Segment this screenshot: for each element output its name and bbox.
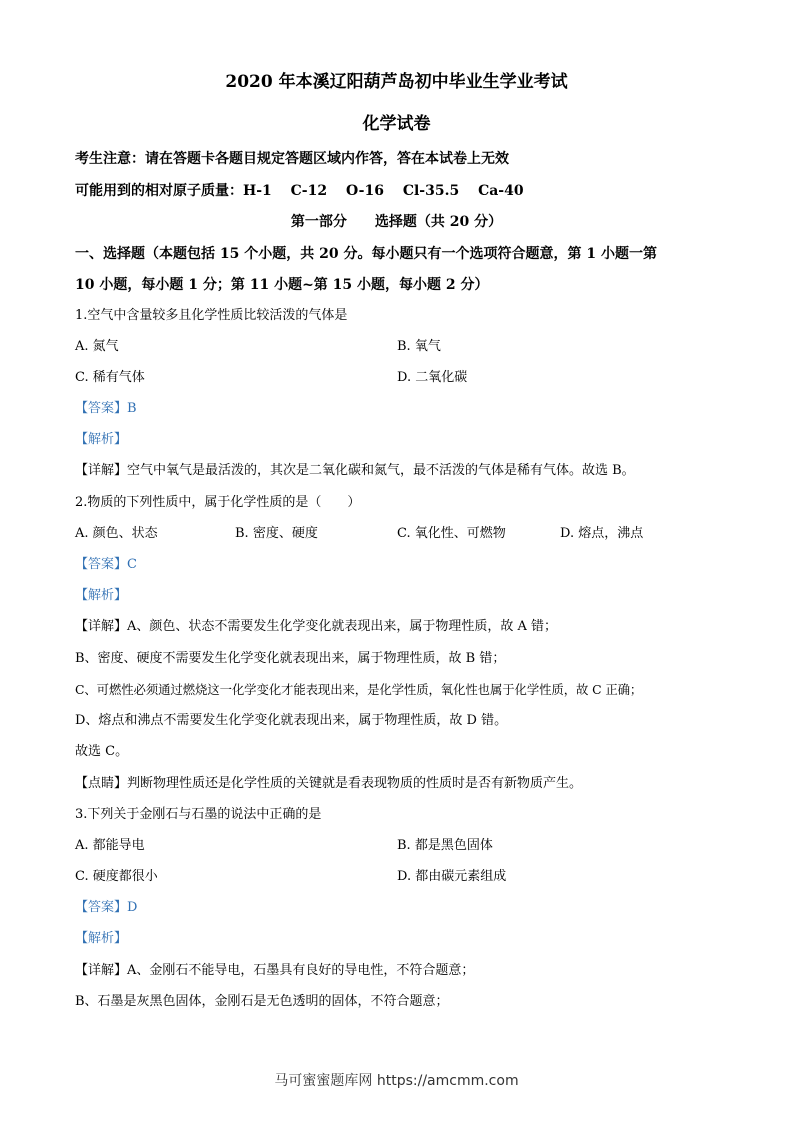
exam-notice: 考生注意：请在答题卡各题目规定答题区域内作答，答在本试卷上无效 — [75, 151, 509, 167]
question-2-analysis-label: 【解析】 — [75, 588, 128, 603]
question-2-detail-5: 故选 C。 — [75, 744, 129, 759]
question-2-option-a: A. 颜色、状态 — [75, 526, 158, 541]
part-heading: 第一部分 选择题（共 20 分） — [290, 214, 503, 230]
question-1-analysis-label: 【解析】 — [75, 432, 128, 447]
question-2-option-b: B. 密度、硬度 — [235, 526, 318, 541]
question-1-option-b: B. 氧气 — [397, 339, 441, 354]
question-1-answer: 【答案】B — [75, 401, 137, 416]
question-1-option-c: C. 稀有气体 — [75, 370, 145, 385]
question-2-detail-4: D、熔点和沸点不需要发生化学变化就表现出来，属于物理性质，故 D 错。 — [75, 713, 508, 728]
question-1-detail: 【详解】空气中氧气是最活泼的，其次是二氧化碳和氮气，最不活泼的气体是稀有气体。故选 B。 — [75, 463, 635, 478]
question-2-option-d: D. 熔点，沸点 — [560, 526, 644, 541]
question-2-comment: 【点睛】判断物理性质还是化学性质的关键就是看表现物质的性质时是否有新物质产生。 — [75, 776, 583, 791]
question-1-option-d: D. 二氧化碳 — [397, 370, 468, 385]
section-instruction-2: 10 小题，每小题 1 分；第 11 小题~第 15 小题，每小题 2 分） — [75, 277, 489, 293]
question-2-option-c: C. 氧化性、可燃物 — [397, 526, 506, 541]
section-instruction-1: 一、选择题（本题包括 15 个小题，共 20 分。每小题只有一个选项符合题意，第 1 小题一第 — [75, 246, 657, 262]
question-3-option-c: C. 硬度都很小 — [75, 869, 158, 884]
question-1-option-a: A. 氮气 — [75, 339, 119, 354]
atomic-mass-line: 可能用到的相对原子质量：H-1 C-12 O-16 Cl-35.5 Ca-40 — [75, 183, 524, 199]
question-2-stem: 2.物质的下列性质中，属于化学性质的是（ ） — [75, 495, 361, 510]
page-subtitle: 化学试卷 — [362, 114, 431, 134]
footer-watermark: 马可蜜蜜题库网 https://amcmm.com — [274, 1073, 519, 1089]
page-title: 2020 年本溪辽阳葫芦岛初中毕业生学业考试 — [225, 72, 568, 92]
question-2-detail-3: C、可燃性必须通过燃烧这一化学变化才能表现出来，是化学性质，氧化性也属于化学性质，故 C 正确； — [75, 682, 643, 697]
question-3-analysis-label: 【解析】 — [75, 931, 128, 946]
question-3-option-d: D. 都由碳元素组成 — [397, 869, 507, 884]
question-2-detail-2: B、密度、硬度不需要发生化学变化就表现出来，属于物理性质，故 B 错； — [75, 651, 506, 666]
question-3-stem: 3.下列关于金刚石与石墨的说法中正确的是 — [75, 807, 322, 822]
question-3-detail-1: 【详解】A、金刚石不能导电，石墨具有良好的导电性，不符合题意； — [75, 963, 475, 978]
question-3-option-b: B. 都是黑色固体 — [397, 838, 493, 853]
question-3-detail-2: B、石墨是灰黑色固体，金刚石是无色透明的固体，不符合题意； — [75, 994, 449, 1009]
question-2-answer: 【答案】C — [75, 557, 137, 572]
question-3-answer: 【答案】D — [75, 900, 138, 915]
question-2-detail-1: 【详解】A、颜色、状态不需要发生化学变化就表现出来，属于物理性质，故 A 错； — [75, 619, 558, 634]
question-1-stem: 1.空气中含量较多且化学性质比较活泼的气体是 — [75, 308, 348, 323]
question-3-option-a: A. 都能导电 — [75, 838, 145, 853]
